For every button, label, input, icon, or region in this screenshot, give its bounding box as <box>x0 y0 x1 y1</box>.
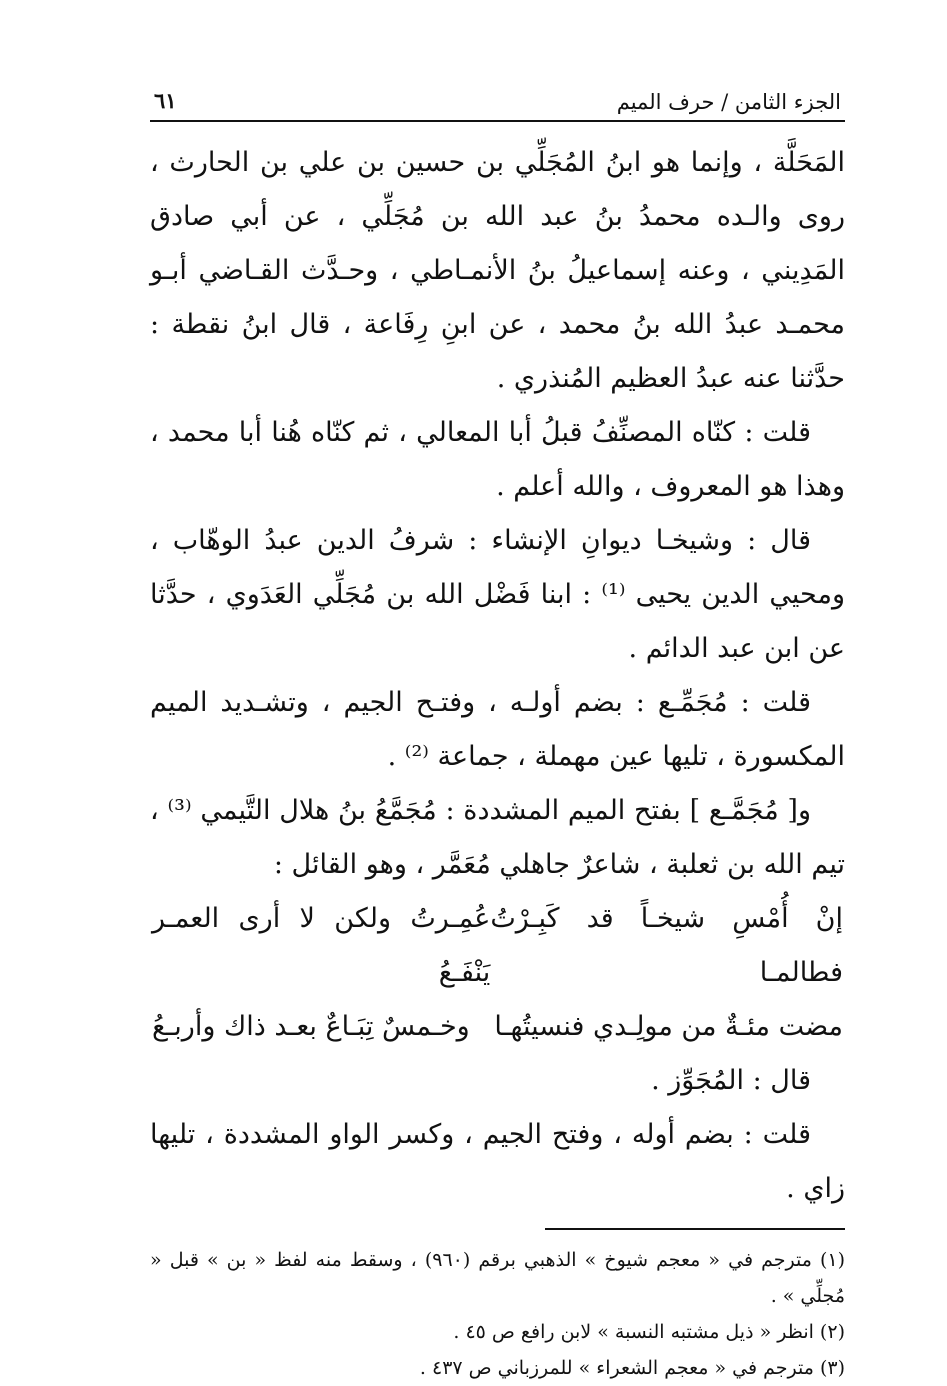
running-title: الجزء الثامن / حرف الميم <box>616 90 841 114</box>
paragraph: قلت : بضم أوله ، وفتح الجيم ، وكسر الواو المشددة ، تليها زاي . <box>150 1119 845 1204</box>
footnotes <box>150 1242 845 1386</box>
verse-first-hemistich: مضت مئـةٌ من مولِـدي فنسيتُهـا <box>494 1011 843 1042</box>
paragraph: قال : المُجَوِّز . <box>651 1065 811 1096</box>
footnote: (١) مترجم في « معجم شيوخ » الذهبي برقم (٩٦٠) ، وسقط منه لفظ « بن » قبل « مُجلِّي » . <box>150 1249 845 1307</box>
paragraph: قلت : مُجَمِّـع : بضم أولـه ، وفتـح الجيم ، وتشـديد الميم المكسورة ، تليها عين مهملة ، جماعة ⁽²⁾ . <box>150 687 845 772</box>
paragraph: و[ مُجَمَّـع ] بفتح الميم المشددة : مُجَمَّعُ بنُ هلال التَّيمي ⁽³⁾ ، تيم الله بن ثعلبة ، شاعرٌ جاهلي مُعَمَّر ، وهو القائل : <box>150 795 845 880</box>
verse-line <box>150 892 845 1000</box>
main-text <box>150 136 845 1216</box>
footnote: (٢) انظر « ذيل مشتبه النسبة » لابن رافع ص ٤٥ . <box>453 1321 845 1343</box>
book-page <box>150 80 845 1386</box>
verse-second-hemistich: عُمِـرتُ ولكن لا أرى العمـر يَنْفَـعُ <box>152 903 491 988</box>
verse-second-hemistich: وخـمسٌ تِبَـاعٌ بعـد ذاك وأربـعُ <box>152 1011 470 1042</box>
paragraph: المَحَلَّة ، وإنما هو ابنُ المُجَلِّي بن حسين بن علي بن الحارث ، روى والـده محمدُ بنُ عبد الله بن مُجَلِّي ، عن أبي صادق المَدِيني ، وعنه إسماعيلُ بنُ الأنمـاطي ، وحـدَّث القـاضي أبـو محمـد عبدُ الله بنُ محمد ، عن ابنِ رِفَاعة ، قال ابنُ نقطة : حدَّثنا عنه عبدُ العظيم المُنذري . <box>150 147 845 394</box>
verse-line <box>150 1000 845 1054</box>
verse-first-hemistich: إنْ أُمْسِ شيخـاً قد كَبِـرْتُ فطالمـا <box>490 903 843 988</box>
page-header <box>150 80 845 122</box>
page-number: ٦١ <box>154 88 177 113</box>
paragraph: قال : وشيخـا ديوانِ الإنشاء : شرفُ الدين عبدُ الوهّاب ، ومحيي الدين يحيى ⁽¹⁾ : ابنا فَضْل الله بن مُجَلِّي العَدَوي ، حدَّثا عن ابن عبد الدائم . <box>150 525 845 664</box>
poem-verse <box>150 892 845 1054</box>
paragraph: قلت : كنّاه المصنِّفُ قبلُ أبا المعالي ، ثم كنّاه هُنا أبا محمد ، وهذا هو المعروف ، والله أعلم . <box>150 417 845 502</box>
footnote-divider <box>545 1228 845 1230</box>
footnote: (٣) مترجم في « معجم الشعراء » للمرزباني ص ٤٣٧ . <box>419 1357 845 1379</box>
